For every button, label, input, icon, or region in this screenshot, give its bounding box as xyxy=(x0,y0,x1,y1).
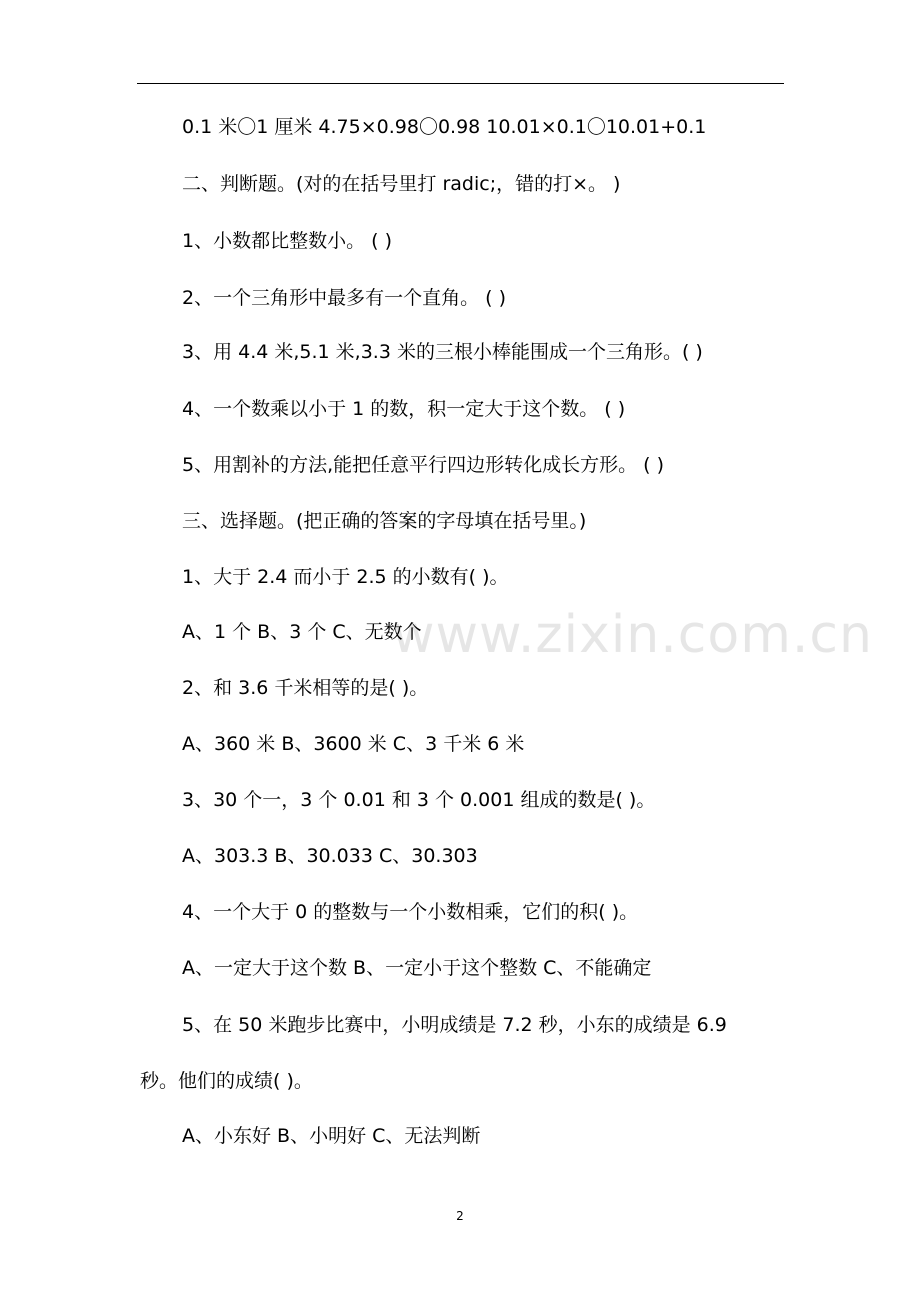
choice-question-3: 3、30 个一，3 个 0.01 和 3 个 0.001 组成的数是( )。 xyxy=(182,789,656,811)
true-false-question-3: 3、用 4.4 米,5.1 米,3.3 米的三根小棒能围成一个三角形。( ) xyxy=(182,341,703,363)
page-number: 2 xyxy=(456,1209,464,1223)
section-heading-true-false: 二、判断题。(对的在括号里打 radic;，错的打×。 ) xyxy=(182,173,621,195)
choice-question-2-options: A、360 米 B、3600 米 C、3 千米 6 米 xyxy=(182,733,525,755)
choice-question-5: 5、在 50 米跑步比赛中，小明成绩是 7.2 秒，小东的成绩是 6.9 xyxy=(182,1014,727,1036)
watermark: www.zixin.com.cn xyxy=(392,605,873,665)
choice-question-4-options: A、一定大于这个数 B、一定小于这个整数 C、不能确定 xyxy=(182,957,652,979)
choice-question-2: 2、和 3.6 千米相等的是( )。 xyxy=(182,677,429,699)
choice-question-1: 1、大于 2.4 而小于 2.5 的小数有( )。 xyxy=(182,566,509,588)
choice-question-1-options: A、1 个 B、3 个 C、无数个 xyxy=(182,621,422,643)
choice-question-5-options: A、小东好 B、小明好 C、无法判断 xyxy=(182,1125,481,1147)
true-false-question-4: 4、一个数乘以小于 1 的数，积一定大于这个数。 ( ) xyxy=(182,398,626,420)
true-false-question-1: 1、小数都比整数小。 ( ) xyxy=(182,230,392,252)
choice-question-5-continued: 秒。他们的成绩( )。 xyxy=(140,1070,313,1092)
choice-question-4: 4、一个大于 0 的整数与一个小数相乘，它们的积( )。 xyxy=(182,901,639,923)
section-heading-multiple-choice: 三、选择题。(把正确的答案的字母填在括号里。) xyxy=(182,510,587,532)
comparison-line: 0.1 米〇1 厘米 4.75×0.98〇0.98 10.01×0.1〇10.01+0.1 xyxy=(182,116,707,138)
true-false-question-2: 2、一个三角形中最多有一个直角。 ( ) xyxy=(182,287,506,309)
true-false-question-5: 5、用割补的方法,能把任意平行四边形转化成长方形。 ( ) xyxy=(182,454,665,476)
header-rule xyxy=(137,83,784,84)
choice-question-3-options: A、303.3 B、30.033 C、30.303 xyxy=(182,845,478,867)
